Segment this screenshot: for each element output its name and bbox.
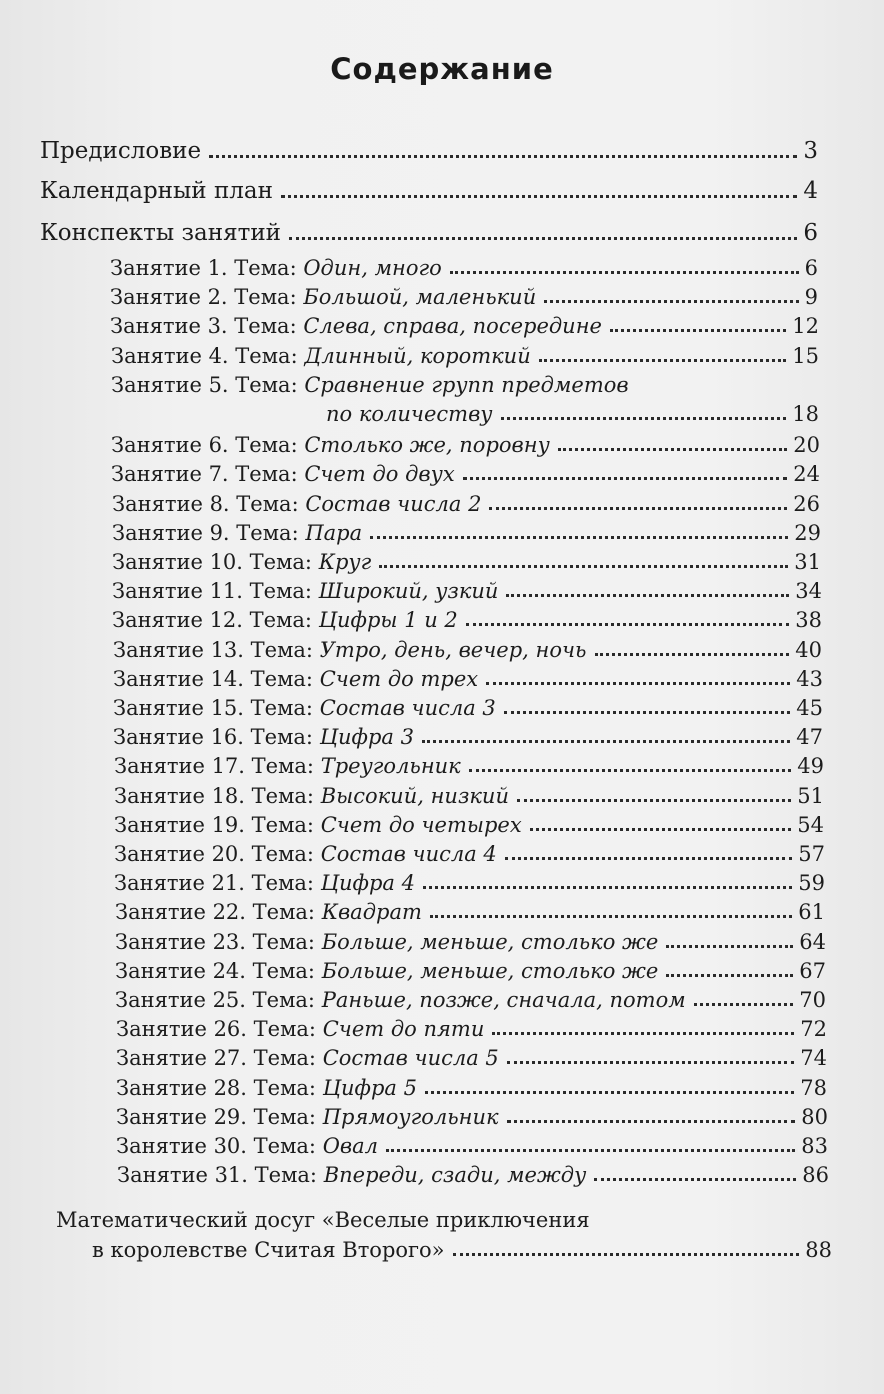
lesson-entry[interactable] [116, 1105, 828, 1129]
lesson-topic: Утро, день, вечер, ночь [319, 638, 587, 662]
toc-entry-page: 3 [803, 138, 818, 164]
lesson-topic: Один, много [303, 256, 442, 280]
lesson-topic-cont: по количеству [326, 402, 493, 426]
lesson-label [116, 1076, 417, 1100]
leader-dots [450, 271, 799, 274]
lesson-page: 26 [793, 492, 820, 516]
leader-dots [379, 565, 788, 568]
lesson-topic: Раньше, позже, сначала, потом [321, 988, 686, 1012]
lesson-entry[interactable] [112, 550, 821, 574]
lesson-prefix: Занятие 8. Тема: [112, 492, 299, 516]
lesson-label [113, 667, 478, 691]
lesson-prefix: Занятие 23. Тема: [115, 930, 316, 954]
lesson-topic: Квадрат [321, 900, 422, 924]
lesson-label [113, 696, 496, 720]
leader-dots [425, 1091, 794, 1094]
lesson-label [115, 988, 686, 1012]
lesson-prefix: Занятие 18. Тема: [114, 784, 315, 808]
lesson-prefix: Занятие 25. Тема: [115, 988, 316, 1012]
leader-dots [281, 195, 797, 198]
lesson-page: 59 [798, 871, 825, 895]
lesson-page: 70 [799, 988, 826, 1012]
leader-dots [289, 237, 797, 240]
leader-dots [544, 300, 798, 303]
lesson-page: 78 [800, 1076, 827, 1100]
lesson-prefix: Занятие 29. Тема: [116, 1105, 317, 1129]
lesson-label [117, 1163, 586, 1187]
lesson-label [112, 492, 481, 516]
lesson-label [116, 1017, 484, 1041]
lesson-label [112, 521, 362, 545]
lesson-page: 40 [795, 638, 822, 662]
lesson-label [115, 930, 658, 954]
leader-dots [489, 507, 787, 510]
lesson-entry[interactable] [115, 930, 826, 954]
lesson-entry[interactable] [117, 1163, 829, 1187]
lesson-page: 24 [793, 462, 820, 486]
lesson-label [114, 871, 415, 895]
leader-dots [507, 1061, 794, 1064]
toc-entry-page: 6 [803, 220, 818, 246]
lesson-page: 61 [798, 900, 825, 924]
lesson-prefix: Занятие 24. Тема: [115, 959, 316, 983]
toc-entry-preface[interactable] [40, 138, 818, 164]
lesson-page: 45 [796, 696, 823, 720]
toc-entry-label: Календарный план [40, 178, 273, 204]
toc-entry-lesson-notes[interactable] [40, 220, 818, 246]
lesson-topic: Сравнение групп предметов [304, 373, 629, 397]
toc-entry-page: 4 [803, 178, 818, 204]
lesson-topic: Цифра 3 [319, 725, 414, 749]
lesson-page: 15 [792, 344, 819, 368]
toc-entry-label: Предисловие [40, 138, 202, 164]
lesson-label [116, 1105, 499, 1129]
lesson-topic: Цифра 4 [320, 871, 415, 895]
lesson-topic: Пара [305, 521, 363, 545]
lesson-label [116, 1046, 499, 1070]
lesson-topic: Большой, маленький [303, 285, 537, 309]
lesson-topic: Овал [322, 1134, 379, 1158]
lesson-label [112, 579, 498, 603]
lesson-entry[interactable] [111, 433, 820, 457]
lesson-page: 12 [792, 314, 819, 338]
lesson-prefix: Занятие 7. Тема: [111, 462, 298, 486]
lesson-label [111, 344, 531, 368]
lesson-page: 47 [796, 725, 823, 749]
leader-dots [505, 857, 792, 860]
toc-entry-label: Конспекты занятий [40, 220, 281, 246]
lesson-entry[interactable] [116, 1134, 828, 1158]
leader-dots [595, 653, 790, 656]
lesson-label [110, 314, 602, 338]
leader-dots [504, 711, 790, 714]
leader-dots [610, 329, 786, 332]
leader-dots [370, 536, 788, 539]
toc-entry-final-line1[interactable]: Математический досуг «Веселые приключения [56, 1208, 590, 1232]
lesson-prefix: Занятие 30. Тема: [116, 1134, 317, 1158]
lesson-page: 80 [801, 1105, 828, 1129]
lesson-topic: Состав числа 5 [322, 1046, 499, 1070]
leader-dots [594, 1178, 796, 1181]
lesson-entry[interactable] [113, 667, 823, 691]
lesson-entry[interactable] [115, 988, 826, 1012]
lesson-entry[interactable] [114, 754, 824, 778]
leader-dots [666, 945, 793, 948]
lesson-entry[interactable] [115, 900, 825, 924]
lesson-prefix: Занятие 10. Тема: [112, 550, 313, 574]
lesson-label [115, 900, 422, 924]
lesson-entry[interactable] [113, 725, 823, 749]
lesson-prefix: Занятие 19. Тема: [114, 813, 315, 837]
page-title: Содержание [330, 52, 554, 86]
lesson-label [110, 256, 442, 280]
lesson-topic: Длинный, короткий [304, 344, 531, 368]
lesson-label [114, 813, 522, 837]
lesson-page: 67 [799, 959, 826, 983]
lesson-prefix: Занятие 4. Тема: [111, 344, 298, 368]
lesson-topic: Слева, справа, посередине [303, 314, 602, 338]
lesson-entry[interactable] [116, 1046, 827, 1070]
lesson-entry[interactable] [114, 842, 825, 866]
leader-dots [501, 417, 787, 420]
lesson-prefix: Занятие 11. Тема: [112, 579, 313, 603]
lesson-label [114, 754, 461, 778]
lesson-topic: Треугольник [320, 754, 461, 778]
lesson-topic: Больше, меньше, столько же [321, 959, 659, 983]
lesson-topic: Круг [318, 550, 372, 574]
lesson-label [111, 433, 550, 457]
leader-dots [386, 1149, 795, 1152]
lesson-entry[interactable] [111, 344, 819, 368]
lesson-prefix: Занятие 22. Тема: [115, 900, 316, 924]
lesson-prefix: Занятие 16. Тема: [113, 725, 314, 749]
lesson-topic: Состав числа 2 [305, 492, 482, 516]
lesson-prefix: Занятие 14. Тема: [113, 667, 314, 691]
lesson-entry[interactable] [110, 314, 819, 338]
toc-entry-label: в королевстве Считая Второго» [92, 1238, 445, 1262]
lesson-entry[interactable] [113, 638, 822, 662]
lesson-prefix: Занятие 27. Тема: [116, 1046, 317, 1070]
lesson-entry[interactable] [114, 871, 825, 895]
leader-dots [463, 477, 788, 480]
lesson-entry[interactable] [112, 492, 820, 516]
lesson-entry[interactable] [110, 256, 818, 280]
leader-dots [423, 886, 792, 889]
lesson-page: 43 [796, 667, 823, 691]
lesson-prefix: Занятие 21. Тема: [114, 871, 315, 895]
lesson-label [115, 959, 658, 983]
lesson-prefix: Занятие 31. Тема: [117, 1163, 318, 1187]
lesson-entry[interactable] [116, 1017, 827, 1041]
lesson-page: 57 [798, 842, 825, 866]
leader-dots [492, 1032, 794, 1035]
lesson-page: 31 [794, 550, 821, 574]
lesson-topic: Столько же, поровну [304, 433, 550, 457]
lesson-entry-line1[interactable] [111, 373, 629, 397]
lesson-prefix: Занятие 28. Тема: [116, 1076, 317, 1100]
leader-dots [694, 1003, 794, 1006]
lesson-page: 86 [802, 1163, 829, 1187]
leader-dots [507, 1120, 796, 1123]
lesson-topic: Счет до двух [304, 462, 455, 486]
leader-dots [453, 1253, 800, 1256]
lesson-topic: Счет до четырех [320, 813, 522, 837]
lesson-prefix: Занятие 12. Тема: [112, 608, 313, 632]
lesson-label [112, 550, 371, 574]
lesson-prefix: Занятие 20. Тема: [114, 842, 315, 866]
lesson-entry[interactable] [326, 402, 819, 426]
lesson-page: 18 [792, 402, 819, 426]
lesson-entry[interactable] [111, 462, 820, 486]
leader-dots [517, 799, 791, 802]
lesson-prefix: Занятие 9. Тема: [112, 521, 299, 545]
lesson-prefix: Занятие 2. Тема: [110, 285, 297, 309]
lesson-label [112, 608, 458, 632]
lesson-page: 51 [797, 784, 824, 808]
lesson-topic: Состав числа 4 [320, 842, 497, 866]
leader-dots [539, 359, 787, 362]
lesson-entry[interactable] [114, 784, 824, 808]
lesson-page: 6 [804, 256, 818, 280]
lesson-topic: Высокий, низкий [320, 784, 509, 808]
lesson-entry[interactable] [113, 696, 823, 720]
lesson-prefix: Занятие 26. Тема: [116, 1017, 317, 1041]
lesson-topic: Цифры 1 и 2 [318, 608, 458, 632]
lesson-label [113, 725, 414, 749]
lesson-page: 83 [801, 1134, 828, 1158]
lesson-label [110, 285, 536, 309]
lesson-label [111, 462, 455, 486]
leader-dots [530, 828, 792, 831]
lesson-prefix: Занятие 17. Тема: [114, 754, 315, 778]
leader-dots [469, 769, 792, 772]
lesson-page: 20 [793, 433, 820, 457]
leader-dots [209, 155, 797, 158]
toc-entry-page: 88 [805, 1238, 832, 1262]
lesson-prefix: Занятие 13. Тема: [113, 638, 314, 662]
lesson-prefix: Занятие 3. Тема: [110, 314, 297, 338]
lesson-entry[interactable] [112, 608, 822, 632]
lesson-label [114, 842, 497, 866]
leader-dots [558, 448, 787, 451]
lesson-prefix: Занятие 5. Тема: [111, 373, 298, 397]
leader-dots [666, 974, 793, 977]
lesson-page: 49 [797, 754, 824, 778]
lesson-entry[interactable] [116, 1076, 827, 1100]
leader-dots [430, 915, 792, 918]
toc-entry-calendar-plan[interactable] [40, 178, 818, 204]
lesson-prefix: Занятие 15. Тема: [113, 696, 314, 720]
lesson-topic: Больше, меньше, столько же [321, 930, 659, 954]
lesson-prefix: Занятие 6. Тема: [111, 433, 298, 457]
lesson-entry[interactable] [112, 579, 822, 603]
lesson-entry[interactable] [114, 813, 824, 837]
lesson-entry[interactable] [110, 285, 818, 309]
leader-dots [422, 740, 790, 743]
lesson-page: 72 [800, 1017, 827, 1041]
toc-entry-final[interactable] [92, 1238, 832, 1262]
lesson-topic: Прямоугольник [322, 1105, 499, 1129]
lesson-label [113, 638, 587, 662]
lesson-label [116, 1134, 378, 1158]
lesson-page: 29 [794, 521, 821, 545]
lesson-page: 9 [804, 285, 818, 309]
lesson-topic: Впереди, сзади, между [323, 1163, 587, 1187]
lesson-page: 34 [795, 579, 822, 603]
lesson-entry[interactable] [115, 959, 826, 983]
lesson-topic: Широкий, узкий [318, 579, 499, 603]
lesson-label [114, 784, 509, 808]
lesson-page: 38 [795, 608, 822, 632]
leader-dots [486, 682, 790, 685]
lesson-entry[interactable] [112, 521, 821, 545]
lesson-page: 64 [799, 930, 826, 954]
lesson-topic: Счет до пяти [322, 1017, 485, 1041]
lesson-topic: Состав числа 3 [319, 696, 496, 720]
lesson-topic: Счет до трех [319, 667, 479, 691]
lesson-page: 54 [797, 813, 824, 837]
leader-dots [506, 594, 789, 597]
lesson-page: 74 [800, 1046, 827, 1070]
lesson-topic: Цифра 5 [322, 1076, 417, 1100]
lesson-prefix: Занятие 1. Тема: [110, 256, 297, 280]
leader-dots [466, 623, 789, 626]
